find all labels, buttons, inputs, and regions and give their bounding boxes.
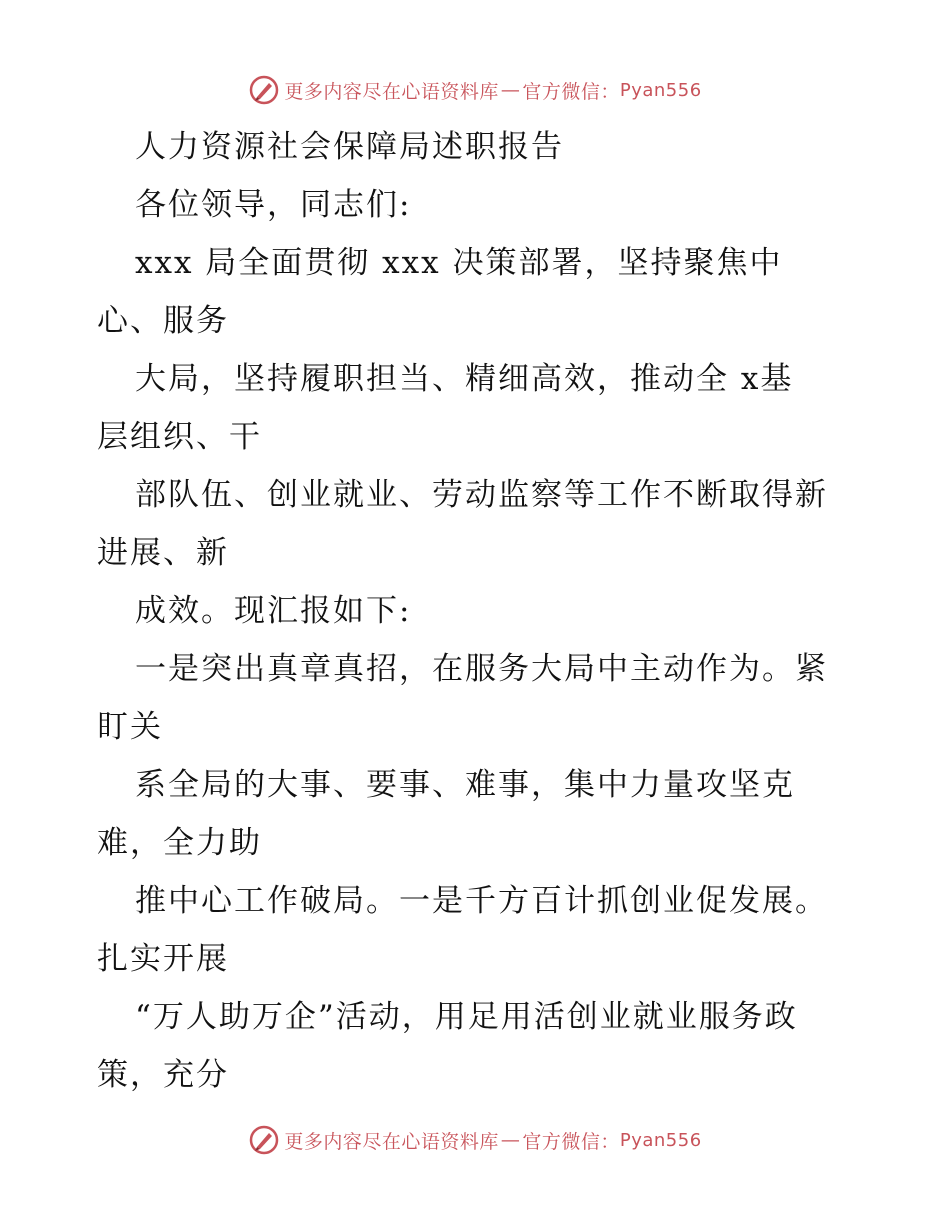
watermark-site: 更多内容尽在心语资料库 — [284, 80, 499, 103]
document-line: 部队伍、创业就业、劳动监察等工作不断取得新 — [135, 477, 828, 513]
watermark-separator: — — [500, 79, 521, 101]
document-line: 各位领导，同志们: — [135, 187, 412, 223]
pen-logo-icon — [248, 1124, 280, 1156]
watermark-separator: — — [500, 1129, 521, 1151]
document-line: 盯关 — [97, 709, 163, 745]
header-watermark — [0, 70, 950, 110]
watermark-label: 官方微信： — [522, 1130, 620, 1153]
watermark-wechat-id: Pyan556 — [619, 79, 702, 101]
document-line: 一是突出真章真招，在服务大局中主动作为。紧 — [135, 651, 828, 687]
document-line: 难，全力助 — [97, 825, 262, 861]
document-line: 推中心工作破局。一是千方百计抓创业促发展。 — [135, 883, 828, 919]
watermark-label: 官方微信： — [522, 80, 620, 103]
document-line: xxx 局全面贯彻 xxx 决策部署，坚持聚焦中 — [135, 245, 783, 281]
document-line: “万人助万企”活动，用足用活创业就业服务政 — [135, 999, 798, 1035]
document-line: 心、服务 — [97, 303, 229, 339]
document-line: 扎实开展 — [97, 941, 229, 977]
document-line: 大局，坚持履职担当、精细高效，推动全 x基 — [135, 361, 794, 397]
document-line: 层组织、干 — [97, 419, 262, 455]
document-line: 人力资源社会保障局述职报告 — [135, 129, 564, 165]
pen-logo-icon — [248, 74, 280, 106]
document-line: 进展、新 — [97, 535, 229, 571]
watermark-site: 更多内容尽在心语资料库 — [284, 1130, 499, 1153]
document-line: 系全局的大事、要事、难事，集中力量攻坚克 — [135, 767, 795, 803]
document-line: 成效。现汇报如下: — [135, 593, 412, 629]
watermark-wechat-id: Pyan556 — [619, 1129, 702, 1151]
footer-watermark — [0, 1120, 950, 1160]
document-line: 策，充分 — [97, 1057, 229, 1093]
document-body — [97, 118, 857, 1104]
